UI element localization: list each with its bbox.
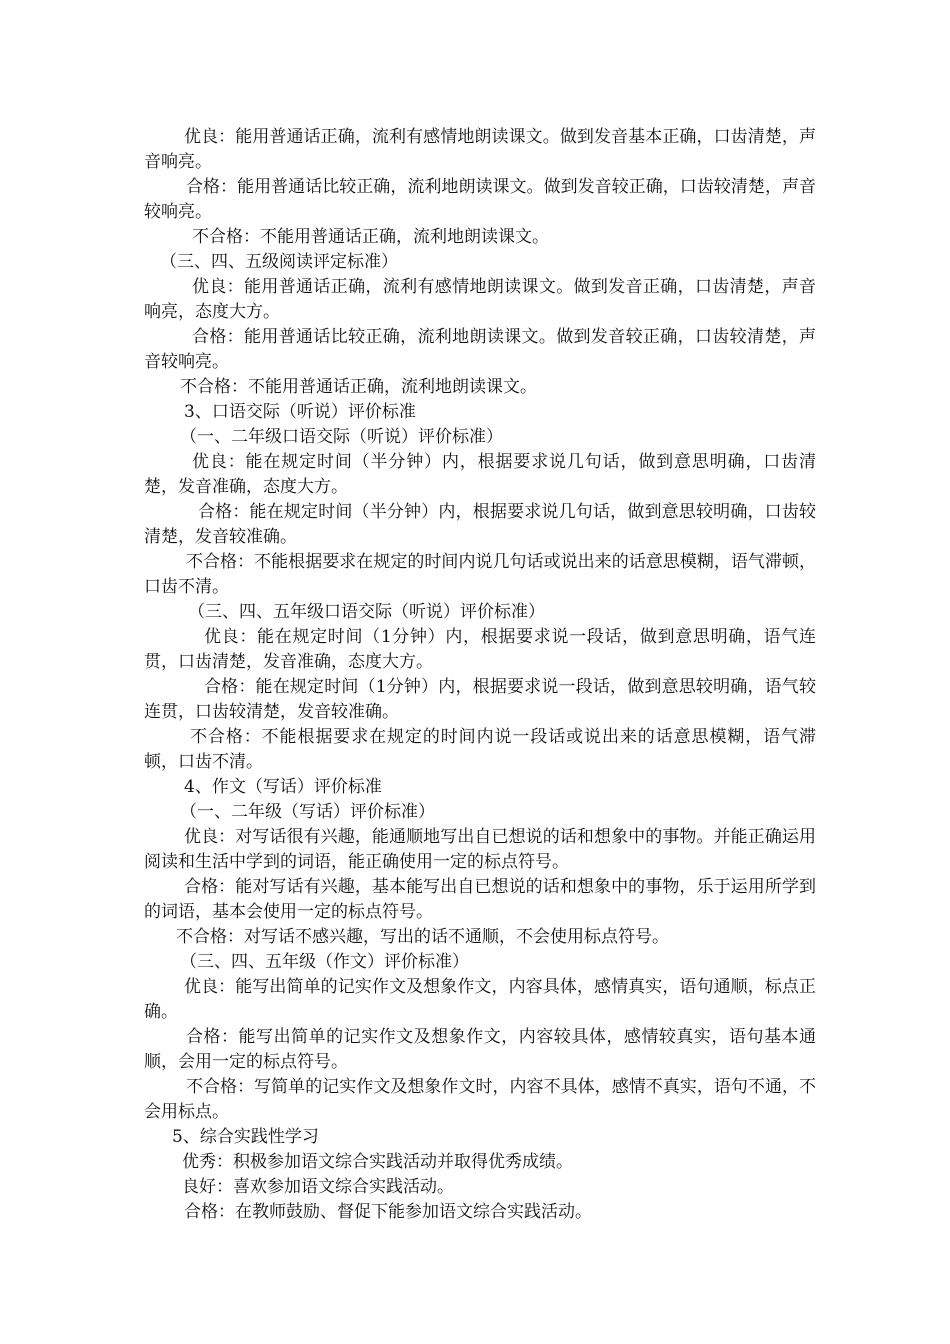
paragraph-oral-lower-excellent: 优良：能在规定时间（半分钟）内，根据要求说几句话，做到意思明确，口齿清楚，发音准确，态度大方。 (144, 452, 816, 497)
paragraph-oral-upper-fail: 不合格：不能根据要求在规定的时间内说一段话或说出来的话意思模糊，语气滞顿，口齿不清。 (144, 727, 816, 772)
paragraph-writing-upper-excellent: 优良：能写出简单的记实作文及想象作文，内容具体，感情真实，语句通顺，标点正确。 (144, 977, 816, 1022)
paragraph-reading-lower-fail: 不合格：不能用普通话正确，流利地朗读课文。 (192, 227, 549, 247)
paragraph-practice-pass: 合格：在教师鼓励、督促下能参加语文综合实践活动。 (184, 1202, 592, 1222)
paragraph-reading-upper-pass: 合格：能用普通话比较正确，流利地朗读课文。做到发音较正确，口齿较清楚，声音较响亮。 (144, 327, 816, 372)
paragraph-oral-lower-pass: 合格：能在规定时间（半分钟）内，根据要求说几句话，做到意思较明确，口齿较清楚，发音较准确。 (144, 502, 816, 547)
paragraph-writing-upper-pass: 合格：能写出简单的记实作文及想象作文，内容较具体，感情较真实，语句基本通顺，会用一定的标点符号。 (144, 1027, 816, 1072)
paragraph-reading-lower-pass: 合格：能用普通话比较正确，流利地朗读课文。做到发音较正确，口齿较清楚，声音较响亮。 (144, 177, 816, 222)
heading-oral-lower: （一、二年级口语交际（听说）评价标准） (180, 427, 503, 447)
paragraph-reading-lower-excellent: 优良：能用普通话正确，流利有感情地朗读课文。做到发音基本正确，口齿清楚，声音响亮。 (144, 127, 816, 172)
heading-comprehensive-practice: 5、综合实践性学习 (172, 1127, 319, 1147)
heading-composition: 4、作文（写话）评价标准 (184, 777, 382, 797)
paragraph-writing-lower-excellent: 优良：对写话很有兴趣，能通顺地写出自已想说的话和想象中的事物。并能正确运用阅读和生活中学到的词语，能正确使用一定的标点符号。 (144, 827, 816, 872)
heading-oral-communication: 3、口语交际（听说）评价标准 (184, 402, 416, 422)
paragraph-practice-good: 良好：喜欢参加语文综合实践活动。 (182, 1177, 454, 1197)
heading-oral-upper: （三、四、五年级口语交际（听说）评价标准） (188, 602, 545, 622)
paragraph-practice-outstanding: 优秀：积极参加语文综合实践活动并取得优秀成绩。 (182, 1152, 573, 1172)
paragraph-oral-upper-excellent: 优良：能在规定时间（1分钟）内，根据要求说一段话，做到意思明确，语气连贯，口齿清楚，发音准确，态度大方。 (144, 627, 816, 672)
paragraph-writing-lower-fail: 不合格：对写话不感兴趣，写出的话不通顺，不会使用标点符号。 (176, 927, 669, 947)
paragraph-reading-upper-excellent: 优良：能用普通话正确，流利有感情地朗读课文。做到发音正确，口齿清楚，声音响亮，态度大方。 (144, 277, 816, 322)
paragraph-writing-lower-pass: 合格：能对写话有兴趣，基本能写出自已想说的话和想象中的事物，乐于运用所学到的词语，基本会使用一定的标点符号。 (144, 877, 816, 922)
heading-writing-lower: （一、二年级（写话）评价标准） (180, 802, 435, 822)
paragraph-oral-lower-fail: 不合格：不能根据要求在规定的时间内说几句话或说出来的话意思模糊，语气滞顿，口齿不清。 (144, 552, 816, 597)
paragraph-reading-upper-fail: 不合格：不能用普通话正确，流利地朗读课文。 (180, 377, 537, 397)
heading-writing-upper: （三、四、五年级（作文）评价标准） (180, 952, 469, 972)
paragraph-writing-upper-fail: 不合格：写简单的记实作文及想象作文时，内容不具体，感情不真实，语句不通，不会用标点。 (144, 1077, 816, 1122)
paragraph-oral-upper-pass: 合格：能在规定时间（1分钟）内，根据要求说一段话，做到意思较明确，语气较连贯，口齿较清楚，发音较准确。 (144, 677, 816, 722)
heading-reading-upper: （三、四、五级阅读评定标准） (160, 252, 398, 272)
